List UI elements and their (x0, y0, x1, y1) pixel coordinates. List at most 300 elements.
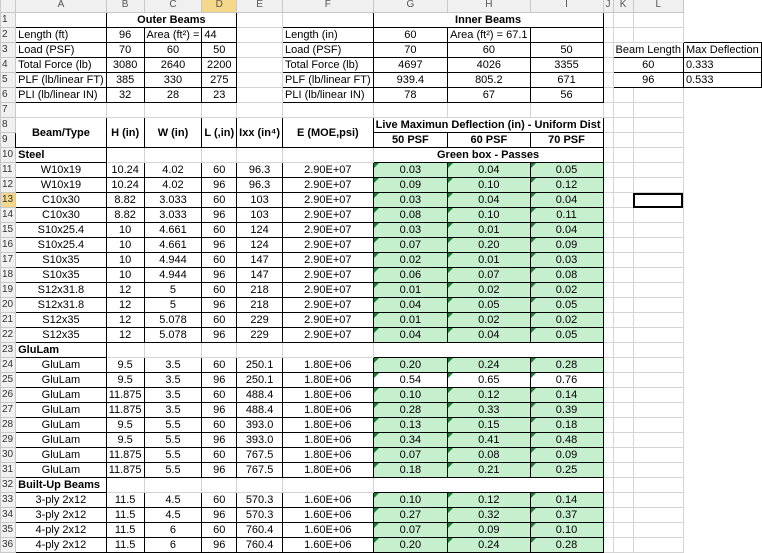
empty-cell[interactable] (237, 103, 283, 118)
empty-cell[interactable] (603, 58, 613, 73)
empty-cell[interactable] (613, 253, 633, 268)
cell[interactable]: 60 (144, 43, 202, 58)
side-header[interactable]: Beam Length (613, 43, 683, 58)
row-header[interactable]: 8 (1, 118, 16, 133)
cell[interactable]: 393.0 (237, 433, 283, 448)
cell[interactable]: 5.5 (144, 433, 202, 448)
empty-cell[interactable] (633, 178, 683, 193)
cell[interactable]: Area (ft²) = 67.1 (448, 28, 530, 43)
empty-cell[interactable] (613, 418, 633, 433)
empty-cell[interactable] (144, 478, 202, 493)
cell[interactable]: 9.5 (106, 358, 144, 373)
empty-cell[interactable] (633, 268, 683, 283)
deflection-value[interactable]: 0.08 (373, 208, 448, 223)
cell[interactable]: 70 (373, 43, 448, 58)
empty-cell[interactable] (603, 133, 613, 148)
cell[interactable]: 70 (106, 43, 144, 58)
row-header[interactable]: 28 (1, 418, 16, 433)
cell[interactable]: 2.90E+07 (283, 238, 374, 253)
row-header[interactable]: 2 (1, 28, 16, 43)
cell[interactable]: 147 (237, 253, 283, 268)
cell[interactable]: 3.5 (144, 358, 202, 373)
deflection-value[interactable]: 0.11 (530, 208, 603, 223)
deflection-value[interactable]: 0.04 (448, 163, 530, 178)
column-header[interactable]: L (633, 0, 683, 13)
cell[interactable]: 218 (237, 298, 283, 313)
deflection-value[interactable]: 0.05 (448, 298, 530, 313)
cell[interactable]: 12 (106, 328, 144, 343)
empty-cell[interactable] (106, 103, 144, 118)
empty-cell[interactable] (603, 193, 613, 208)
deflection-value[interactable]: 0.09 (530, 238, 603, 253)
column-header[interactable]: C (144, 0, 202, 13)
deflection-value[interactable]: 0.27 (373, 508, 448, 523)
empty-cell[interactable] (603, 28, 613, 43)
deflection-value[interactable]: 0.10 (373, 388, 448, 403)
outer-label[interactable]: Load (PSF) (16, 43, 107, 58)
empty-cell[interactable] (603, 163, 613, 178)
cell[interactable]: 393.0 (237, 418, 283, 433)
cell[interactable]: 96 (202, 328, 237, 343)
row-header[interactable]: 7 (1, 103, 16, 118)
empty-cell[interactable] (613, 313, 633, 328)
row-header[interactable]: 10 (1, 148, 16, 163)
outer-label[interactable]: PLI (lb/linear IN) (16, 88, 107, 103)
active-cell[interactable] (633, 193, 683, 208)
cell[interactable]: 60 (202, 163, 237, 178)
empty-cell[interactable] (633, 148, 683, 163)
cell[interactable]: 767.5 (237, 448, 283, 463)
column-header[interactable]: H (448, 0, 530, 13)
empty-cell[interactable] (613, 238, 633, 253)
empty-cell[interactable] (373, 103, 448, 118)
empty-cell[interactable] (613, 493, 633, 508)
empty-cell[interactable] (613, 403, 633, 418)
cell[interactable]: 60 (202, 448, 237, 463)
cell[interactable]: 3.5 (144, 403, 202, 418)
beam-type[interactable]: W10x19 (16, 178, 107, 193)
empty-cell[interactable] (613, 373, 633, 388)
cell[interactable]: 96 (202, 463, 237, 478)
deflection-value[interactable]: 0.12 (448, 388, 530, 403)
empty-cell[interactable] (613, 163, 633, 178)
cell[interactable]: 488.4 (237, 388, 283, 403)
empty-cell[interactable] (237, 58, 283, 73)
cell[interactable]: 2.90E+07 (283, 313, 374, 328)
row-header[interactable]: 33 (1, 493, 16, 508)
cell[interactable]: 60 (202, 313, 237, 328)
deflection-value[interactable]: 0.07 (373, 238, 448, 253)
cell[interactable]: 96 (202, 298, 237, 313)
cell[interactable]: 1.80E+06 (283, 403, 374, 418)
column-header[interactable]: A (16, 0, 107, 13)
beam-type[interactable]: 3-ply 2x12 (16, 508, 107, 523)
row-header[interactable]: 5 (1, 73, 16, 88)
row-header[interactable]: 11 (1, 163, 16, 178)
deflection-value[interactable]: 0.10 (448, 208, 530, 223)
cell[interactable]: 60 (202, 523, 237, 538)
deflection-value[interactable]: 0.05 (530, 328, 603, 343)
empty-cell[interactable] (603, 238, 613, 253)
empty-cell[interactable] (613, 88, 633, 103)
cell[interactable]: 44 (202, 28, 237, 43)
cell[interactable]: 10 (106, 268, 144, 283)
empty-cell[interactable] (633, 298, 683, 313)
empty-cell[interactable] (633, 28, 683, 43)
outer-label[interactable]: Length (ft) (16, 28, 107, 43)
cell[interactable]: 229 (237, 328, 283, 343)
cell[interactable]: 2.90E+07 (283, 328, 374, 343)
empty-cell[interactable] (603, 208, 613, 223)
empty-cell[interactable] (144, 343, 202, 358)
beam-type[interactable]: S10x35 (16, 268, 107, 283)
cell[interactable]: 4.5 (144, 508, 202, 523)
empty-cell[interactable] (603, 73, 613, 88)
deflection-value[interactable]: 0.01 (373, 313, 448, 328)
cell[interactable]: 250.1 (237, 358, 283, 373)
beam-type[interactable]: 4-ply 2x12 (16, 523, 107, 538)
deflection-value[interactable]: 0.28 (373, 403, 448, 418)
row-header[interactable]: 17 (1, 253, 16, 268)
empty-cell[interactable] (613, 223, 633, 238)
empty-cell[interactable] (633, 208, 683, 223)
cell[interactable]: 96.3 (237, 163, 283, 178)
deflection-value[interactable]: 0.09 (530, 448, 603, 463)
empty-cell[interactable] (633, 478, 683, 493)
deflection-value[interactable]: 0.01 (448, 253, 530, 268)
empty-cell[interactable] (202, 148, 237, 163)
cell[interactable]: 96 (202, 433, 237, 448)
empty-cell[interactable] (633, 373, 683, 388)
inner-label[interactable]: PLI (lb/linear IN) (283, 88, 374, 103)
cell[interactable]: 60 (202, 253, 237, 268)
empty-cell[interactable] (603, 508, 613, 523)
cell[interactable]: 50 (202, 43, 237, 58)
cell[interactable]: 2.90E+07 (283, 268, 374, 283)
cell[interactable]: 12 (106, 298, 144, 313)
empty-cell[interactable] (106, 148, 144, 163)
cell[interactable]: 3.5 (144, 373, 202, 388)
empty-cell[interactable] (237, 73, 283, 88)
deflection-value[interactable]: 0.48 (530, 433, 603, 448)
cell[interactable]: 60 (202, 388, 237, 403)
cell[interactable]: 5 (144, 298, 202, 313)
empty-cell[interactable] (613, 28, 633, 43)
empty-cell[interactable] (603, 283, 613, 298)
cell[interactable]: 96 (106, 28, 144, 43)
empty-cell[interactable] (603, 523, 613, 538)
deflection-value[interactable]: 0.65 (448, 373, 530, 388)
deflection-value[interactable]: 0.12 (530, 178, 603, 193)
row-header[interactable]: 27 (1, 403, 16, 418)
empty-cell[interactable] (613, 133, 633, 148)
row-header[interactable]: 36 (1, 538, 16, 553)
empty-cell[interactable] (633, 403, 683, 418)
cell[interactable]: 12 (106, 283, 144, 298)
beam-type[interactable]: GluLam (16, 448, 107, 463)
empty-cell[interactable] (448, 103, 530, 118)
beam-type[interactable]: S10x35 (16, 253, 107, 268)
row-header[interactable]: 35 (1, 523, 16, 538)
load-header[interactable]: 70 PSF (530, 133, 603, 148)
cell[interactable]: 570.3 (237, 508, 283, 523)
empty-cell[interactable] (603, 478, 613, 493)
empty-cell[interactable] (633, 538, 683, 553)
cell[interactable]: 32 (106, 88, 144, 103)
empty-cell[interactable] (633, 448, 683, 463)
cell[interactable]: 385 (106, 73, 144, 88)
empty-cell[interactable] (603, 403, 613, 418)
cell[interactable]: 11.875 (106, 463, 144, 478)
beam-type[interactable]: GluLam (16, 373, 107, 388)
cell[interactable]: 67 (448, 88, 530, 103)
side-header[interactable]: Max Deflection (683, 43, 761, 58)
cell[interactable]: 9.5 (106, 433, 144, 448)
cell[interactable]: 4.661 (144, 223, 202, 238)
empty-cell[interactable] (283, 478, 374, 493)
inner-beams-title[interactable]: Inner Beams (373, 13, 603, 28)
empty-cell[interactable] (202, 478, 237, 493)
empty-cell[interactable] (613, 298, 633, 313)
empty-cell[interactable] (613, 328, 633, 343)
empty-cell[interactable] (373, 343, 603, 358)
beam-type[interactable]: GluLam (16, 463, 107, 478)
column-title[interactable]: W (in) (144, 118, 202, 148)
cell[interactable]: 2200 (202, 58, 237, 73)
outer-beams-title[interactable]: Outer Beams (106, 13, 236, 28)
deflection-value[interactable]: 0.07 (373, 523, 448, 538)
deflection-value[interactable]: 0.10 (373, 493, 448, 508)
empty-cell[interactable] (613, 448, 633, 463)
empty-cell[interactable] (613, 283, 633, 298)
empty-cell[interactable] (633, 13, 683, 28)
inner-label[interactable]: Length (in) (283, 28, 374, 43)
empty-cell[interactable] (613, 193, 633, 208)
column-header[interactable]: I (530, 0, 603, 13)
deflection-value[interactable]: 0.10 (530, 523, 603, 538)
cell[interactable]: 60 (202, 418, 237, 433)
column-title[interactable]: H (in) (106, 118, 144, 148)
empty-cell[interactable] (237, 43, 283, 58)
column-title[interactable]: E (MOE,psi) (283, 118, 374, 148)
column-header[interactable]: E (237, 0, 283, 13)
deflection-value[interactable]: 0.02 (530, 283, 603, 298)
row-header[interactable]: 34 (1, 508, 16, 523)
cell[interactable]: 2.90E+07 (283, 163, 374, 178)
deflection-value[interactable]: 0.39 (530, 403, 603, 418)
deflection-value[interactable]: 0.03 (530, 253, 603, 268)
cell[interactable]: 4.944 (144, 253, 202, 268)
cell[interactable]: 50 (530, 43, 603, 58)
cell[interactable]: 60 (613, 58, 683, 73)
empty-cell[interactable] (613, 538, 633, 553)
cell[interactable]: Area (ft²) = (144, 28, 202, 43)
cell[interactable]: 4.5 (144, 493, 202, 508)
deflection-value[interactable]: 0.14 (530, 493, 603, 508)
empty-cell[interactable] (603, 13, 613, 28)
column-header[interactable]: B (106, 0, 144, 13)
cell[interactable]: 0.333 (683, 58, 761, 73)
deflection-value[interactable]: 0.09 (373, 178, 448, 193)
empty-cell[interactable] (633, 328, 683, 343)
deflection-value[interactable]: 0.25 (530, 463, 603, 478)
cell[interactable]: 939.4 (373, 73, 448, 88)
column-header[interactable]: D (202, 0, 237, 13)
beam-type[interactable]: S12x31.8 (16, 283, 107, 298)
cell[interactable]: 6 (144, 538, 202, 553)
cell[interactable]: 96 (202, 373, 237, 388)
deflection-value[interactable]: 0.10 (448, 178, 530, 193)
empty-cell[interactable] (237, 148, 283, 163)
beam-type[interactable]: S12x35 (16, 328, 107, 343)
cell[interactable] (530, 28, 603, 43)
empty-cell[interactable] (633, 238, 683, 253)
empty-cell[interactable] (613, 523, 633, 538)
empty-cell[interactable] (603, 358, 613, 373)
cell[interactable]: 250.1 (237, 373, 283, 388)
section-title[interactable]: GluLam (16, 343, 107, 358)
deflection-value[interactable]: 0.08 (448, 448, 530, 463)
cell[interactable]: 78 (373, 88, 448, 103)
cell[interactable]: 2.90E+07 (283, 178, 374, 193)
cell[interactable]: 96.3 (237, 178, 283, 193)
cell[interactable]: 10.24 (106, 178, 144, 193)
deflection-value[interactable]: 0.21 (448, 463, 530, 478)
empty-cell[interactable] (106, 478, 144, 493)
deflection-value[interactable]: 0.18 (373, 463, 448, 478)
cell[interactable]: 96 (202, 508, 237, 523)
cell[interactable]: 60 (202, 223, 237, 238)
deflection-value[interactable]: 0.02 (448, 283, 530, 298)
empty-cell[interactable] (633, 463, 683, 478)
cell[interactable]: 11.5 (106, 523, 144, 538)
row-header[interactable]: 25 (1, 373, 16, 388)
cell[interactable]: 124 (237, 223, 283, 238)
row-header[interactable]: 22 (1, 328, 16, 343)
empty-cell[interactable] (633, 523, 683, 538)
beam-type[interactable]: S12x35 (16, 313, 107, 328)
beam-type[interactable]: 4-ply 2x12 (16, 538, 107, 553)
inner-label[interactable]: Load (PSF) (283, 43, 374, 58)
empty-cell[interactable] (603, 298, 613, 313)
empty-cell[interactable] (16, 103, 107, 118)
outer-label[interactable]: Total Force (lb) (16, 58, 107, 73)
row-header[interactable]: 3 (1, 43, 16, 58)
empty-cell[interactable] (603, 313, 613, 328)
deflection-value[interactable]: 0.24 (448, 358, 530, 373)
cell[interactable]: 3080 (106, 58, 144, 73)
cell[interactable]: 2.90E+07 (283, 283, 374, 298)
cell[interactable]: 10 (106, 223, 144, 238)
cell[interactable]: 1.80E+06 (283, 388, 374, 403)
empty-cell[interactable] (603, 118, 613, 133)
cell[interactable]: 5.078 (144, 328, 202, 343)
row-header[interactable]: 12 (1, 178, 16, 193)
empty-cell[interactable] (530, 103, 603, 118)
empty-cell[interactable] (633, 418, 683, 433)
empty-cell[interactable] (603, 433, 613, 448)
cell[interactable]: 1.60E+06 (283, 538, 374, 553)
empty-cell[interactable] (613, 13, 633, 28)
beam-type[interactable]: S12x31.8 (16, 298, 107, 313)
cell[interactable]: 96 (613, 73, 683, 88)
deflection-value[interactable]: 0.20 (373, 538, 448, 553)
cell[interactable]: 5.5 (144, 448, 202, 463)
empty-cell[interactable] (144, 148, 202, 163)
deflection-value[interactable]: 0.01 (448, 223, 530, 238)
empty-cell[interactable] (613, 478, 633, 493)
cell[interactable]: 488.4 (237, 403, 283, 418)
row-header[interactable]: 1 (1, 13, 16, 28)
column-header[interactable]: K (613, 0, 633, 13)
deflection-value[interactable]: 0.01 (373, 283, 448, 298)
cell[interactable]: 0.533 (683, 73, 761, 88)
cell[interactable]: 760.4 (237, 538, 283, 553)
deflection-value[interactable]: 0.20 (448, 238, 530, 253)
outer-label[interactable]: PLF (lb/linear FT) (16, 73, 107, 88)
empty-cell[interactable] (633, 313, 683, 328)
cell[interactable]: 1.60E+06 (283, 493, 374, 508)
empty-cell[interactable] (613, 148, 633, 163)
column-title[interactable]: Ixx (in⁴) (237, 118, 283, 148)
cell[interactable]: 147 (237, 268, 283, 283)
cell[interactable]: 671 (530, 73, 603, 88)
empty-cell[interactable] (633, 163, 683, 178)
cell[interactable]: 96 (202, 238, 237, 253)
cell[interactable]: 96 (202, 208, 237, 223)
deflection-value[interactable]: 0.34 (373, 433, 448, 448)
cell[interactable]: 3355 (530, 58, 603, 73)
empty-cell[interactable] (144, 103, 202, 118)
empty-cell[interactable] (613, 208, 633, 223)
column-header[interactable]: J (603, 0, 613, 13)
cell[interactable]: 4026 (448, 58, 530, 73)
section-title[interactable]: Steel (16, 148, 107, 163)
cell[interactable]: 1.80E+06 (283, 418, 374, 433)
row-header[interactable]: 24 (1, 358, 16, 373)
cell[interactable]: 2.90E+07 (283, 208, 374, 223)
cell[interactable]: 2.90E+07 (283, 253, 374, 268)
row-header[interactable]: 6 (1, 88, 16, 103)
cell[interactable]: 330 (144, 73, 202, 88)
cell[interactable]: 10 (106, 253, 144, 268)
row-header[interactable]: 26 (1, 388, 16, 403)
beam-type[interactable]: S10x25.4 (16, 238, 107, 253)
empty-cell[interactable] (603, 388, 613, 403)
beam-type[interactable]: 3-ply 2x12 (16, 493, 107, 508)
cell[interactable]: 3.5 (144, 388, 202, 403)
row-header[interactable]: 23 (1, 343, 16, 358)
cell[interactable]: 60 (202, 193, 237, 208)
cell[interactable]: 11.5 (106, 538, 144, 553)
load-header[interactable]: 60 PSF (448, 133, 530, 148)
empty-cell[interactable] (613, 268, 633, 283)
empty-cell[interactable] (613, 103, 633, 118)
deflection-value[interactable]: 0.03 (373, 163, 448, 178)
empty-cell[interactable] (603, 373, 613, 388)
cell[interactable]: 4.02 (144, 178, 202, 193)
cell[interactable]: 11.875 (106, 448, 144, 463)
cell[interactable]: 11.875 (106, 403, 144, 418)
cell[interactable]: 5 (144, 283, 202, 298)
empty-cell[interactable] (613, 118, 633, 133)
empty-cell[interactable] (237, 13, 283, 28)
column-title[interactable]: L (,in) (202, 118, 237, 148)
cell[interactable]: 96 (202, 538, 237, 553)
empty-cell[interactable] (106, 343, 144, 358)
cell[interactable]: 570.3 (237, 493, 283, 508)
deflection-value[interactable]: 0.05 (530, 298, 603, 313)
